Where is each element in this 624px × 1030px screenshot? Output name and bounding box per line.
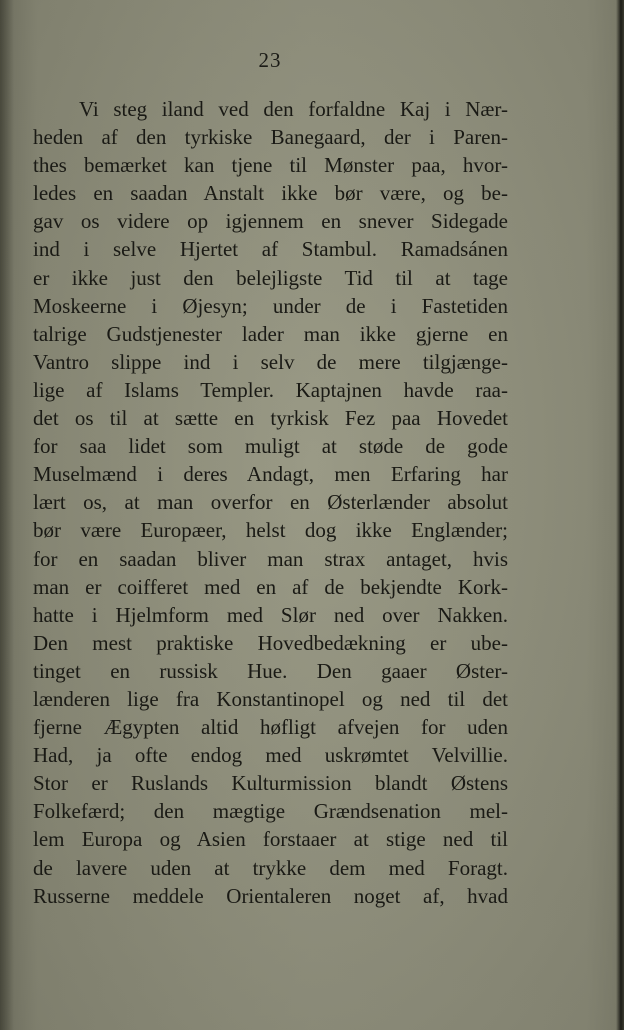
text-line: lem Europa og Asien forstaaer at stige ned til	[33, 827, 508, 852]
page-gutter-shadow	[0, 0, 14, 1030]
text-line: Den mest praktiske Hovedbedækning er ube-	[33, 630, 508, 655]
text-line: de lavere uden at trykke dem med Foragt.	[33, 855, 508, 880]
text-line: Stor er Ruslands Kulturmission blandt Østens	[33, 771, 508, 796]
text-line: er ikke just den belejligste Tid til at tage	[33, 265, 508, 290]
text-line: thes bemærket kan tjene til Mønster paa, hvor-	[33, 153, 508, 178]
body-text	[33, 95, 508, 910]
text-line: Russerne meddele Orientaleren noget af, hvad	[33, 883, 508, 908]
text-line: tinget en russisk Hue. Den gaaer Øster-	[33, 658, 508, 683]
text-line: fjerne Ægypten altid høfligt afvejen for uden	[33, 715, 508, 740]
page-number: 23	[258, 48, 282, 72]
text-line: heden af den tyrkiske Banegaard, der i Paren-	[33, 125, 508, 150]
page-edge	[616, 0, 624, 1030]
text-line: bør være Europæer, helst dog ikke Englænder;	[33, 518, 508, 543]
text-line: Folkefærd; den mægtige Grændsenation mel-	[33, 799, 508, 824]
text-line: man er coifferet med en af de bekjendte Kork-	[33, 574, 508, 599]
text-line: hatte i Hjelmform med Slør ned over Nakken.	[33, 602, 508, 627]
text-line: Vi steg iland ved den forfaldne Kaj i Nær-	[79, 97, 508, 121]
text-line: Had, ja ofte endog med uskrømtet Velvillie.	[33, 743, 508, 768]
text-line: ledes en saadan Anstalt ikke bør være, og be-	[33, 181, 508, 206]
text-line: for en saadan bliver man strax antaget, hvis	[33, 546, 508, 571]
text-line: talrige Gudstjenester lader man ikke gjerne en	[33, 321, 508, 346]
text-line: det os til at sætte en tyrkisk Fez paa Hovedet	[33, 406, 508, 431]
text-line: Muselmænd i deres Andagt, men Erfaring har	[33, 462, 508, 487]
text-line: Moskeerne i Øjesyn; under de i Fastetiden	[33, 293, 508, 318]
text-line: lænderen lige fra Konstantinopel og ned til det	[33, 686, 508, 711]
text-line: for saa lidet som muligt at støde de gode	[33, 434, 508, 459]
text-line: ind i selve Hjertet af Stambul. Ramadsánen	[33, 237, 508, 262]
text-line: Vantro slippe ind i selv de mere tilgjænge-	[33, 349, 508, 374]
text-line: lært os, at man overfor en Østerlænder absolut	[33, 490, 508, 515]
text-line: gav os videre op igjennem en snever Sidegade	[33, 209, 508, 234]
text-line: lige af Islams Templer. Kaptajnen havde raa-	[33, 377, 508, 402]
